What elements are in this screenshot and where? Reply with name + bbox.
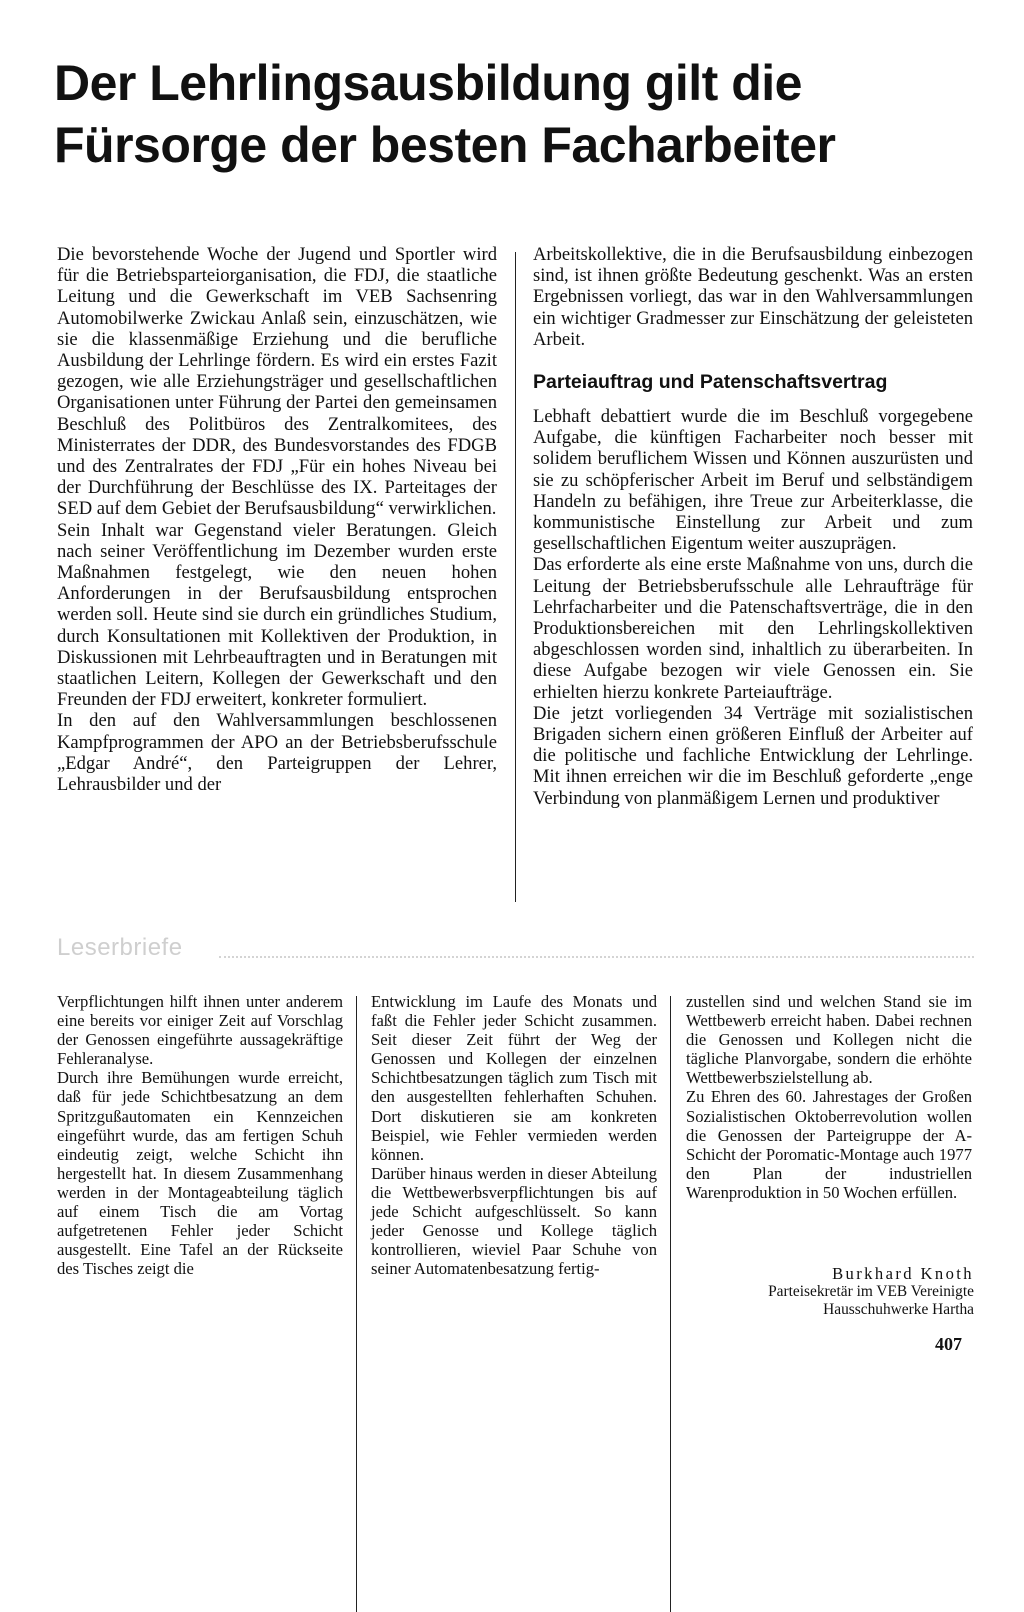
letter-paragraph: zustellen sind und welchen Stand sie im Wettbewerb erreicht haben. Dabei rechnen die Genossen und Kollegen nicht die tägliche Planvorgabe, sondern die erhöhte Wettbewerbszielstellung ab. <box>686 992 972 1088</box>
letter-column-2 <box>371 992 657 1278</box>
column-divider <box>670 996 671 1612</box>
letter-paragraph: Zu Ehren des 60. Jahrestages der Großen Sozialistischen Oktoberrevolution wollen die Genossen der Parteigruppe der A-Schicht der Poromatic-Montage auch 1977 den Plan der industriellen Warenproduktion in 50 Wochen erfüllen. <box>686 1087 972 1202</box>
letter-paragraph: Entwicklung im Laufe des Monats und faßt die Fehler jeder Schicht zusammen. Seit dieser Zeit führt der Weg der Genossen und Kollegen der einzelnen Schichtbesatzungen täglich zum Tisch mit den ausgestellten fehlerhaften Schuhen. Dort diskutieren sie am konkreten Beispiel, wie Fehler vermieden werden können. <box>371 992 657 1164</box>
article-paragraph: In den auf den Wahlversammlungen beschlossenen Kampfprogrammen der APO an der Betriebsberufsschule „Edgar André“, den Parteigruppen der Lehrer, Lehrausbilder und der <box>57 710 497 796</box>
article-column-right <box>533 244 973 809</box>
author-name: Burkhard Knoth <box>832 1264 974 1283</box>
letter-column-3 <box>686 992 972 1202</box>
article-paragraph: Arbeitskollektive, die in die Berufsausbildung einbezogen sind, ist ihnen größte Bedeutung geschenkt. Was an ersten Ergebnissen vorliegt, das war in den Wahlversammlungen ein wichtiger Gradmesser zur Einschätzung der geleisteten Arbeit. <box>533 244 973 350</box>
column-divider <box>515 252 516 902</box>
page-number: 407 <box>935 1334 962 1354</box>
letter-paragraph: Verpflichtungen hilft ihnen unter anderem eine bereits vor einiger Zeit auf Vorschlag der Genossen eingeführte aussagekräftige Fehleranalyse. <box>57 992 343 1069</box>
article-paragraph: Die bevorstehende Woche der Jugend und Sportler wird für die Betriebsparteiorganisation, die FDJ, die staatliche Leitung und die Gewerkschaft im VEB Sachsenring Automobilwerke Zwickau Anlaß sein, einzuschätzen, wie sie die klassenmäßige Erziehung und die berufliche Ausbildung der Lehrlinge fördern. Es wird ein erstes Fazit gezogen, wie alle Erziehungsträger und gesellschaftlichen Organisationen unter Führung der Partei den gemeinsamen Beschluß des Politbüros des Zentralkomitees, des Ministerrates der DDR, des Bundesvorstandes des FDGB und des Zentralrates der FDJ „Für ein hohes Niveau bei der Durchführung der Beschlüsse des IX. Parteitages der SED auf dem Gebiet der Berufsausbildung“ verwirklichen. <box>57 244 497 520</box>
author-role: Parteisekretär im VEB Vereinigte Hausschuhwerke Hartha <box>768 1283 974 1318</box>
section-header-leserbriefe <box>57 934 977 964</box>
letter-signature <box>686 1264 974 1318</box>
headline-line-1: Der Lehrlingsausbildung gilt die <box>54 55 802 111</box>
column-divider <box>356 996 357 1612</box>
headline-line-2: Fürsorge der besten Facharbeiter <box>54 117 836 173</box>
article-paragraph: Sein Inhalt war Gegenstand vieler Beratungen. Gleich nach seiner Veröffentlichung im Dezember wurden erste Maßnahmen festgelegt, wie den neuen hohen Anforderungen in der Berufsausbildung entsprochen werden soll. Heute sind sie durch ein gründliches Studium, durch Konsultationen mit Kollektiven der Produktion, in Diskussionen mit Lehrbeauftragten und in Beratungen mit staatlichen Leitern, Kollegen der Gewerkschaft und den Freunden der FDJ erweitert, konkreter formuliert. <box>57 519 497 711</box>
article-paragraph: Das erforderte als eine erste Maßnahme von uns, durch die Leitung der Betriebsberufsschule alle Lehraufträge für Lehrfacharbeiter und die Patenschaftsverträge, die in den Produktionsbereichen mit den Lehrlingskollektiven abgeschlossen worden sind, inhaltlich zu überarbeiten. In diese Aufgabe bezogen wir viele Genossen ein. Sie erhielten hierzu konkrete Parteiaufträge. <box>533 554 973 703</box>
article-paragraph: Die jetzt vorliegenden 34 Verträge mit sozialistischen Brigaden sichern einen größeren Einfluß der Arbeiter auf die politische und fachliche Entwicklung der Lehrlinge. Mit ihnen erreichen wir die im Beschluß geforderte „enge Verbindung von planmäßigem Lernen und produktiver <box>533 702 973 809</box>
article-paragraph: Lebhaft debattiert wurde die im Beschluß vorgegebene Aufgabe, die künftigen Facharbeiter noch besser mit solidem beruflichem Wissen und Können auszurüsten und sie zu schöpferischer Arbeit im Beruf und selbständigem Handeln zu befähigen, ihre Treue zur Arbeiterklasse, die kommunistische Einstellung zur Arbeit und zum gesellschaftlichen Eigentum weiter auszuprägen. <box>533 406 973 555</box>
letter-paragraph: Darüber hinaus werden in dieser Abteilung die Wettbewerbsverpflichtungen bis auf jede Schicht aufgeschlüsselt. So kann jeder Genosse und Kollege täglich kontrollieren, wieviel Paar Schuhe von seiner Automatenbesatzung fertig- <box>371 1163 657 1279</box>
section-label: Leserbriefe <box>57 934 183 961</box>
letter-paragraph: Durch ihre Bemühungen wurde erreicht, daß für jede Schichtbesatzung an dem Spritzgußautomaten ein Kennzeichen eingeführt wurde, das am fertigen Schuh eindeutig zeigt, welche Schicht ihn hergestellt hat. In diesem Zusammenhang werden in der Montageabteilung täglich auf einem Tisch die am Vortag aufgetretenen Fehler jeder Schicht ausgestellt. Eine Tafel an der Rückseite des Tisches zeigt die <box>57 1068 343 1279</box>
article-subheading: Parteiauftrag und Patenschaftsvertrag <box>533 371 888 394</box>
dotted-rule <box>219 956 974 958</box>
letter-column-1 <box>57 992 343 1278</box>
article-column-left <box>57 244 497 795</box>
article-headline <box>54 52 994 176</box>
